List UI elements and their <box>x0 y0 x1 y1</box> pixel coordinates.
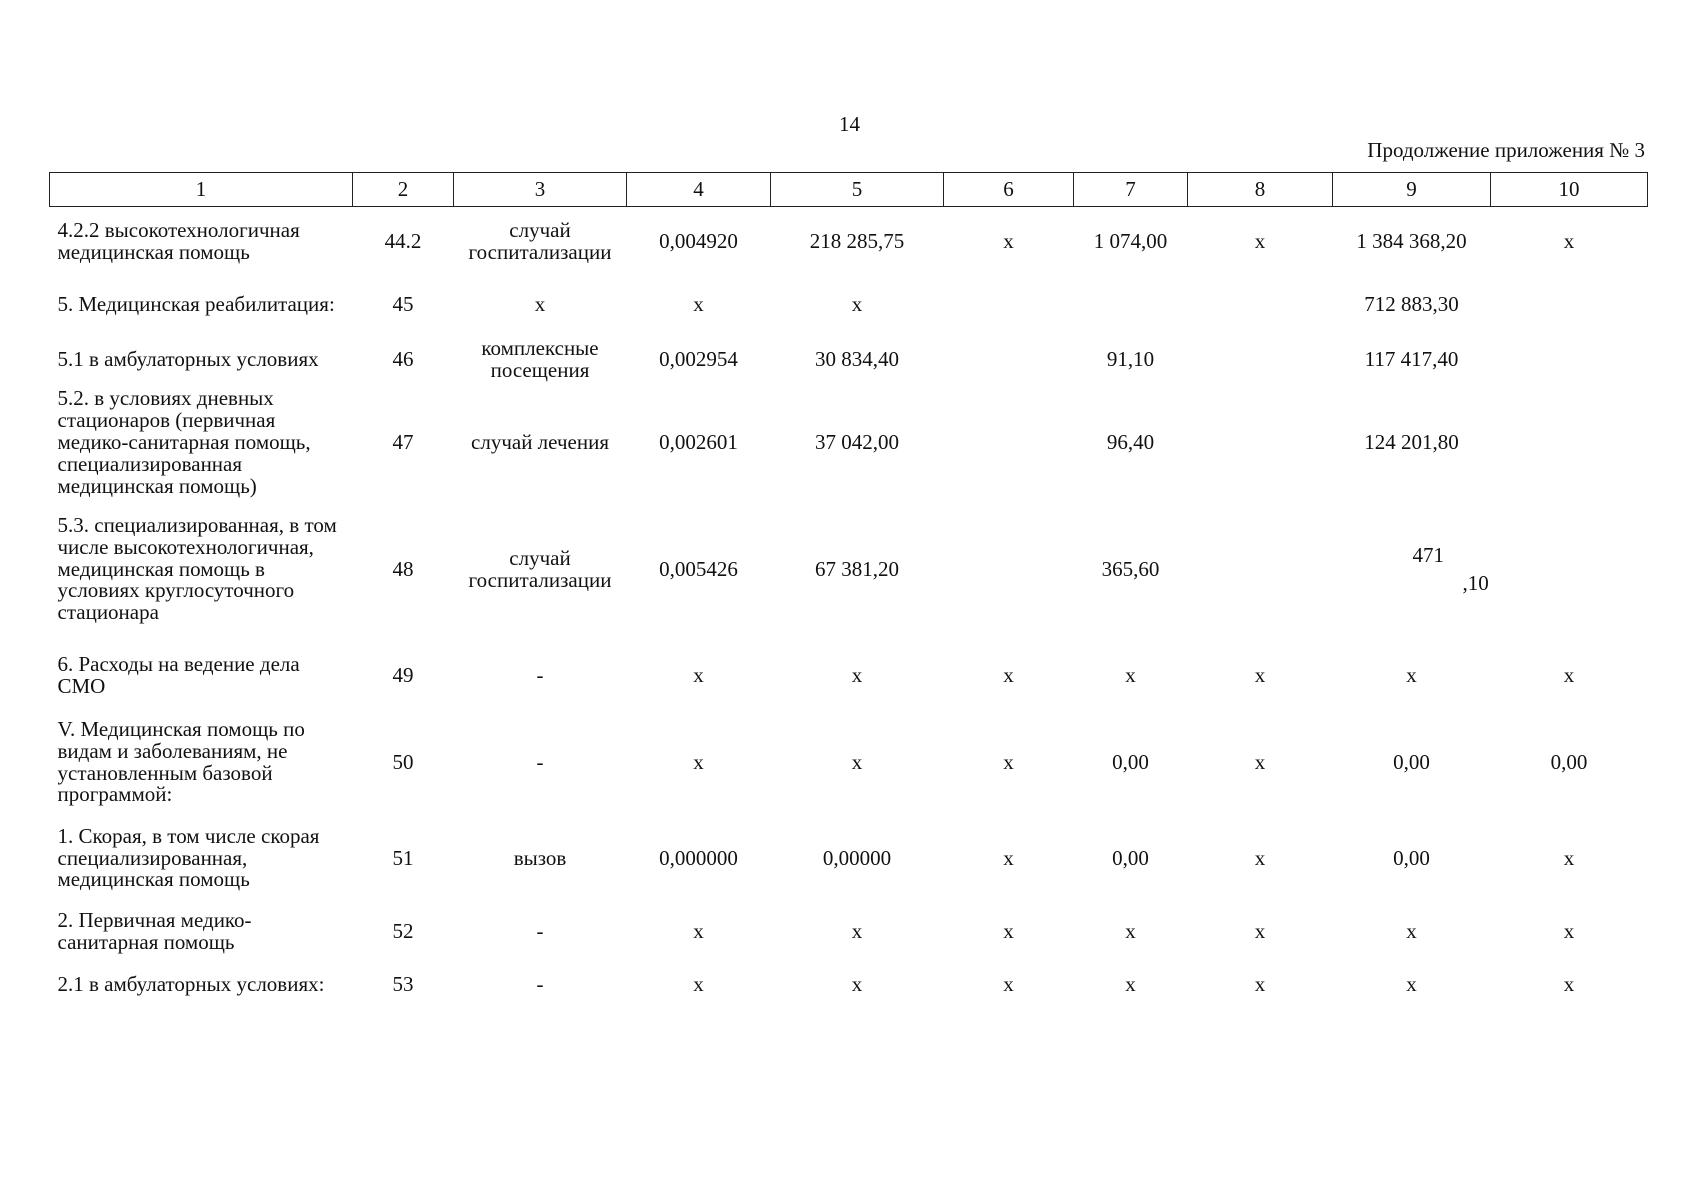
row-cell-10: х <box>1563 971 1575 996</box>
column-header-10: 10 <box>1491 173 1648 207</box>
row-cell-10 <box>1491 501 1648 639</box>
row-cell-8: х <box>1254 971 1266 996</box>
row-name: 2.1 в амбулаторных условиях: <box>57 971 325 996</box>
table-row <box>50 334 1648 386</box>
row-cell-10 <box>1491 277 1648 334</box>
row-name: 5.2. в условиях дневных стационаров (первичная медико-санитарная помощь, специализированная медицинская помощь) <box>57 386 311 498</box>
table-row <box>50 905 1648 959</box>
row-cell-9-part-a: 471 <box>1412 542 1444 567</box>
row-cell-9: 117 417,40 <box>1364 346 1459 371</box>
row-cell-8: х <box>1254 228 1266 253</box>
row-line-code: 46 <box>392 346 414 371</box>
table-row <box>50 713 1648 813</box>
row-cell-4: х <box>693 918 704 943</box>
row-cell-5: х <box>851 292 863 317</box>
row-line-code: 51 <box>392 845 414 870</box>
row-cell-6: х <box>1003 845 1014 870</box>
row-cell-10: 0,00 <box>1550 749 1588 774</box>
row-cell-6 <box>944 334 1074 386</box>
row-cell-9: 0,00 <box>1393 845 1430 870</box>
row-unit: комплексные посещения <box>481 336 599 382</box>
row-cell-4: х <box>693 292 704 317</box>
row-cell-8: х <box>1254 845 1266 870</box>
row-cell-9: 0,00 <box>1393 749 1430 774</box>
row-cell-10: х <box>1563 662 1575 687</box>
row-cell-5: 67 381,20 <box>815 556 899 581</box>
row-name: 5.3. специализированная, в том числе высокотехнологичная, медицинская помощь в условиях круглосуточного стационара <box>57 512 337 625</box>
row-cell-4: х <box>693 749 704 774</box>
row-name: 2. Первичная медико-санитарная помощь <box>57 907 252 954</box>
row-cell-5: 218 285,75 <box>809 228 905 253</box>
tariff-table <box>49 172 1648 1011</box>
table-row <box>50 386 1648 501</box>
row-unit: - <box>536 971 544 996</box>
row-cell-9: х <box>1406 971 1417 996</box>
row-cell-4: х <box>693 662 704 687</box>
table-row <box>50 207 1648 277</box>
row-cell-6: х <box>1003 228 1014 253</box>
column-header-7: 7 <box>1074 173 1188 207</box>
row-name: 5.1 в амбулаторных условиях <box>57 346 319 371</box>
row-cell-7: 96,40 <box>1106 430 1155 455</box>
row-cell-4: 0,005426 <box>659 556 738 581</box>
row-unit: - <box>536 918 544 943</box>
row-cell-10: х <box>1563 918 1575 943</box>
row-cell-9: 1 384 368,20 <box>1356 228 1467 253</box>
row-name: 4.2.2 высокотехнологичная медицинская помощь <box>57 217 300 264</box>
row-cell-9: 712 883,30 <box>1364 292 1459 317</box>
row-cell-5: 37 042,00 <box>815 430 899 455</box>
row-cell-7: 1 074,00 <box>1093 228 1168 253</box>
column-header-8: 8 <box>1188 173 1333 207</box>
row-cell-8 <box>1188 277 1333 334</box>
row-line-code: 45 <box>392 292 414 317</box>
row-unit: случай госпитализации <box>468 218 612 264</box>
row-line-code: 49 <box>392 662 414 687</box>
row-cell-7: 0,00 <box>1112 749 1149 774</box>
row-cell-8: х <box>1254 662 1266 687</box>
row-cell-5: х <box>851 749 863 774</box>
row-cell-9: х <box>1406 918 1417 943</box>
row-name: 5. Медицинская реабилитация: <box>57 292 335 317</box>
row-cell-10: х <box>1563 845 1575 870</box>
table-row <box>50 277 1648 334</box>
row-cell-5: х <box>851 662 863 687</box>
column-header-4: 4 <box>627 173 771 207</box>
row-cell-6: х <box>1003 918 1014 943</box>
table-row <box>50 959 1648 1011</box>
row-cell-9: 124 201,80 <box>1364 430 1459 455</box>
row-cell-5: х <box>851 971 863 996</box>
row-cell-10 <box>1491 334 1648 386</box>
row-line-code: 52 <box>392 918 414 943</box>
row-cell-8: х <box>1254 918 1266 943</box>
row-cell-7: 0,00 <box>1112 845 1149 870</box>
row-cell-6: х <box>1003 662 1014 687</box>
column-header-5: 5 <box>771 173 944 207</box>
row-cell-6 <box>944 501 1074 639</box>
row-cell-4: 0,002601 <box>659 430 738 455</box>
row-line-code: 44.2 <box>384 228 422 253</box>
row-cell-6 <box>944 277 1074 334</box>
row-cell-4: 0,004920 <box>659 228 738 253</box>
column-header-6: 6 <box>944 173 1074 207</box>
row-cell-6 <box>944 386 1074 501</box>
row-name: 6. Расходы на ведение дела СМО <box>57 651 300 698</box>
row-cell-8 <box>1188 334 1333 386</box>
column-header-9: 9 <box>1333 173 1491 207</box>
row-cell-6: х <box>1003 749 1014 774</box>
appendix-note: Продолжение приложения № 3 <box>1367 138 1645 162</box>
row-line-code: 48 <box>392 556 414 581</box>
row-name: 1. Скорая, в том числе скорая специализированная, медицинская помощь <box>57 823 320 892</box>
row-line-code: 53 <box>392 971 414 996</box>
row-unit: - <box>536 749 544 774</box>
row-cell-4: 0,000000 <box>659 845 738 870</box>
row-cell-4: 0,002954 <box>659 346 738 371</box>
row-unit: случай лечения <box>471 430 609 455</box>
row-cell-7: х <box>1125 971 1136 996</box>
column-header-3: 3 <box>454 173 627 207</box>
row-cell-9 <box>1333 501 1491 639</box>
row-cell-10 <box>1491 386 1648 501</box>
table-row <box>50 501 1648 639</box>
row-cell-8 <box>1188 501 1333 639</box>
row-unit: случай госпитализации <box>468 546 612 592</box>
row-cell-7: 365,60 <box>1101 556 1160 581</box>
row-cell-6: х <box>1003 971 1014 996</box>
column-header-2: 2 <box>353 173 454 207</box>
row-cell-7: 91,10 <box>1106 346 1155 371</box>
column-header-1: 1 <box>50 173 353 207</box>
row-line-code: 47 <box>392 430 414 455</box>
column-number-row <box>50 173 1648 207</box>
row-cell-7: х <box>1125 662 1136 687</box>
table-row <box>50 639 1648 713</box>
table-row <box>50 813 1648 905</box>
row-cell-8: х <box>1254 749 1266 774</box>
row-cell-5: х <box>851 918 863 943</box>
row-unit: - <box>536 662 544 687</box>
row-cell-7: х <box>1125 918 1136 943</box>
row-cell-9: х <box>1406 662 1417 687</box>
row-unit: х <box>534 292 546 317</box>
row-cell-9-part-b: ,10 <box>1462 570 1489 595</box>
row-unit: вызов <box>513 845 567 870</box>
page-number: 14 <box>839 112 860 136</box>
row-line-code: 50 <box>392 749 414 774</box>
row-cell-5: 0,00000 <box>822 845 892 870</box>
row-cell-5: 30 834,40 <box>815 346 899 371</box>
row-cell-8 <box>1188 386 1333 501</box>
row-cell-4: х <box>693 971 704 996</box>
row-cell-7 <box>1074 277 1188 334</box>
row-name: V. Медицинская помощь по видам и заболеваниям, не установленным базовой программой: <box>57 716 305 807</box>
row-cell-10: х <box>1563 228 1575 253</box>
